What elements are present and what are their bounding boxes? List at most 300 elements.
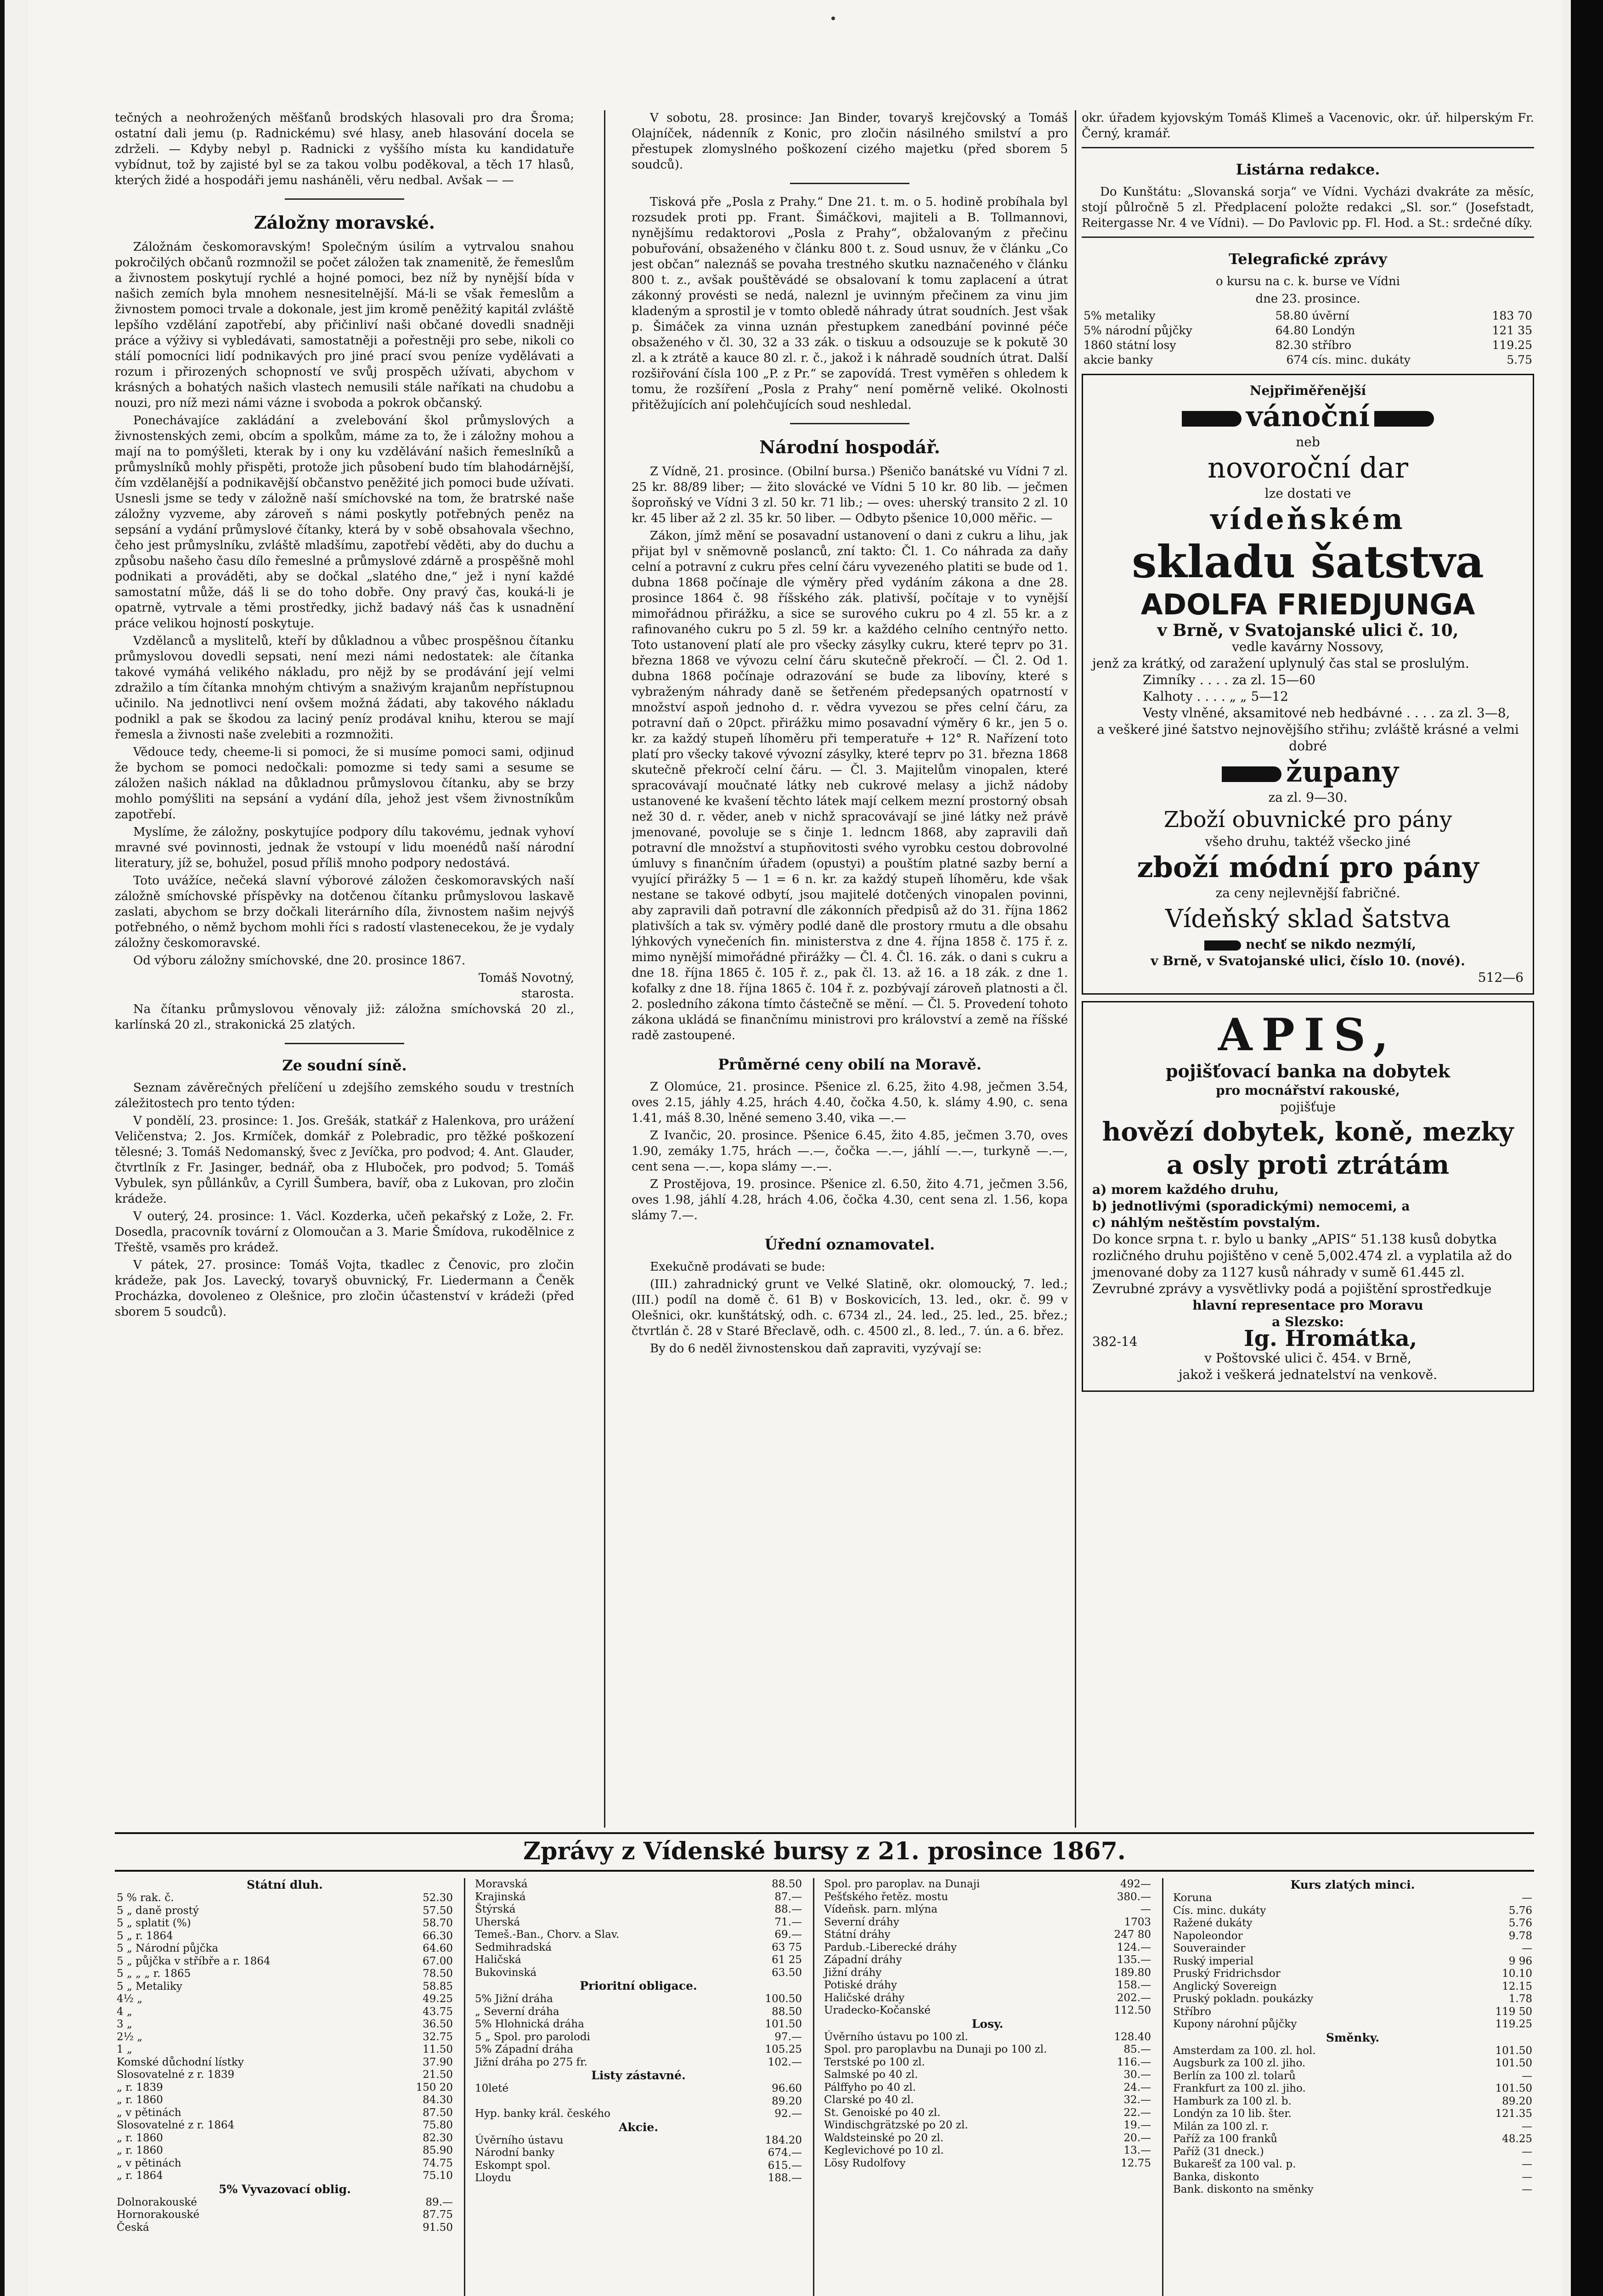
kurs-label: stříbro [1312,338,1352,352]
security-name: Severní dráhy [824,1916,899,1928]
security-name: Cís. minc. dukáty [1173,1904,1266,1917]
table-row [473,2043,804,2056]
security-price: 63 75 [772,1941,802,1953]
zalozny-signature-line: Od výboru záložny smíchovské, dne 20. prosince 1867. [133,954,466,968]
security-name: „ v pětinách [117,2106,181,2119]
listarna-heading: Listárna redakce. [1236,161,1380,178]
table-row [473,1954,804,1967]
table-row [1082,353,1534,367]
apis-headline: hovězí dobytek, koně, mezky a osly proti ztrátám [1102,1117,1514,1180]
table-row [473,2147,804,2160]
zalozny-paragraph: Myslíme, že záložny, poskytujíce podpory dílu takovému, jednak vyhoví mravné své povinnosti, jednak že vstoupí v lidu moenédů naší národní literatury, jíž se, bohužel, posud příliš mnoho podpory nedostává. [115,825,574,870]
table-row [1171,1917,1534,1930]
table-row [822,1979,1153,1992]
table-row [1171,2183,1534,2196]
ad-vedle: vedle kavárny Nossovy, [1232,639,1384,654]
section-rule [115,1832,1534,1834]
security-price: — [1522,2145,1532,2158]
table-row [115,2056,455,2069]
divider [1082,147,1534,148]
table-row [115,1968,455,1981]
security-price: 82.30 [423,2132,453,2144]
bursa-table [473,1878,804,1979]
security-price: 101.50 [1495,2082,1532,2094]
security-name: Uherská [475,1916,520,1928]
bursa-subheading: Směnky. [1326,2031,1380,2044]
table-row [822,1992,1153,2005]
zalozny-signature-name: Tomáš Novotný, [478,971,574,985]
security-name: Vídeňsk. parn. mlýna [824,1903,938,1915]
bursa-table [115,2196,455,2234]
ad-zupany-price: za zl. 9—30. [1268,790,1348,805]
security-name: 5% Hlohnická dráha [475,2018,584,2030]
table-row [1171,2095,1534,2108]
security-name: Frankfurt za 100 zl. jiho. [1173,2082,1306,2094]
apis-name-line [1092,1326,1524,1351]
table-row [115,2157,455,2170]
bursa-column-shares [822,1878,1153,2296]
uredni-paragraph: (III.) zahradnický grunt ve Velké Slatině, okr. olomoucký, 7. led.; (III.) podíl na domě č. 61 B) v Boskovicích, 13. led., okr. č. 99 v Olešnici, okr. kunštátský, odh. c. 6734 zl., 24. led., 25. led., 25. břez.; čtvrtlán č. 28 v Staré Břeclavě, odh. c. 4500 zl., 8. led., 7. ún. a 6. břez. [632,1277,1068,1338]
kurs-value: 5.75 [1507,353,1532,366]
zalozny-paragraph: Vědouce tedy, cheeme-li si pomoci, že si musíme pomoci sami, odjinud že bychom se pomoci nedočkali: pomozme si tedy sami a sesume se záložen našich náklad na důkladnou průmyslovou čítanku, aby se brzy mohlo pomýšliti na sepsání a vydání díla, jehož jest všem živnostníkům zapotřebí. [115,745,574,822]
table-row [473,2108,804,2121]
security-name: Spol. pro paroplavbu na Dunaji po 100 zl. [824,2043,1047,2055]
telegraf-heading: Telegrafické zprávy [1229,250,1387,268]
security-name: Kupony nárohní půjčky [1173,2018,1297,2030]
table-row [1171,2082,1534,2095]
security-price: 32.75 [423,2031,453,2043]
table-row [1082,338,1534,353]
column-2 [632,110,1068,1828]
bursa-column-bonds [473,1878,804,2296]
table-row [822,2056,1153,2069]
column-rule [1162,1878,1163,2296]
table-row [822,1903,1153,1916]
security-name: Souverainder [1173,1942,1246,1954]
security-price: 87.75 [423,2209,453,2221]
ad-address: v Brně, v Svatojanské ulici č. 10, [1157,621,1459,640]
divider [790,423,909,424]
bursa-subheading: Losy. [971,2017,1004,2031]
security-price: 188.— [768,2172,802,2184]
bursa-subheading: Listy zástavné. [591,2069,686,2082]
security-name: Windischgrätzské po 20 zl. [824,2119,968,2131]
zalozny-signature-title: starosta. [521,987,574,1001]
telegraf-date: dne 23. prosince. [1255,292,1360,306]
table-row [473,2134,804,2147]
ad-adolfa: ADOLFA FRIEDJUNGA [1140,588,1475,621]
prumerne-heading: Průměrné ceny obilí na Moravě. [718,1056,982,1073]
bursa-title: Zprávy z Vídenské bursy z 21. prosince 1867. [523,1837,1126,1865]
security-price: — [1522,2183,1532,2195]
security-price: 58.85 [423,1980,453,1992]
security-name: Bukovinská [475,1966,537,1979]
security-name: 5 „ Národní půjčka [117,1942,219,1954]
kurs-value: 82.30 [1275,338,1309,352]
table-row [115,2144,455,2157]
zalozny-paragraph: Toto uvážíce, nečeká slavní výborové záložen českomoravských naší záložně smíchovské příspěvky na dotčenou čítanku průmyslovou laskavě zaslati, abychom se brzy dočkali literárního díla, živnostem našim nejvýš potřebného, o němž bychom mohli říci s radostí vlastenecekou, že je vydaly záložny českomoravské. [115,874,574,950]
table-row [822,2004,1153,2017]
apis-paragraph: Zevrubné zprávy a vysvětlivky podá a pojištění sprostředkuje [1092,1281,1492,1296]
security-name: Dolnorakouské [117,2196,197,2208]
security-price: 19.— [1123,2119,1151,2131]
security-price: 12.15 [1502,1980,1532,1992]
ad-vseho: všeho druhu, taktéž všecko jiné [1205,834,1411,849]
ad-zupany: župany [1286,755,1399,788]
ad-price-line: Vesty vlněné, aksamitové neb hedbávné . . . . za zl. 3—8, [1143,705,1510,720]
security-price: 85.90 [423,2144,453,2156]
security-name: Paříž za 100 franků [1173,2133,1278,2145]
table-row [1171,2045,1534,2058]
table-row [822,2082,1153,2094]
apis-item: b) jednotlivými (sporadickými) nemocemi, a [1092,1199,1410,1214]
bursa-subheading: Prioritní obligace. [580,1979,697,1992]
security-price: 674.— [768,2147,802,2159]
table-row [473,2006,804,2019]
scan-left-edge [0,0,5,2296]
security-price: 150 20 [416,2081,453,2093]
table-row [115,1892,455,1905]
narodni-paragraph: Z Vídně, 21. prosince. (Obilní bursa.) Pšeničo banátské vu Vídni 7 zl. 25 kr. 88/89 liber; — žito slovácké ve Vídni 5 10 kr. 80 lib. — ječmen šoproňský ve Vídni 3 zl. 50 kr. 71 lib.; — oves: uherský transito 2 zl. 10 kr. 45 liber až 2 zl. 35 kr. 50 liber. — Odbyto pšenice 10,000 měřic. — [632,465,1068,525]
ad-code: 512—6 [1478,970,1524,985]
table-row [1171,2070,1534,2083]
pointing-hand-icon [1182,411,1242,427]
security-name [473,2095,739,2108]
security-name: „ r. 1860 [117,2094,163,2106]
security-price: 87.— [774,1891,802,1903]
soud-continuation: V sobotu, 28. prosince: Jan Binder, tovaryš krejčovský a Tomáš Olajníček, nádenník z Konic, pro zločin násilného smilství a pro přestupek zlomyslného poškození cizého majetku (před sborem 5 soudců). [632,111,1068,172]
kurs-value: 119.25 [1492,338,1532,352]
security-price: 57.50 [423,1904,453,1917]
security-price: 30.— [1123,2069,1151,2081]
security-name: Banka, diskonto [1173,2171,1259,2183]
ad-sklad: skladu šatstva [1132,536,1484,588]
soud-heading: Ze soudní síně. [282,1057,407,1074]
table-row [1171,1993,1534,2006]
ad-neb: neb [1296,434,1320,450]
security-name: Haličská [475,1954,521,1966]
column-rule [464,1878,465,2296]
security-price: 89.20 [772,2095,802,2107]
security-name: „ r. 1860 [117,2132,163,2144]
table-row [115,1917,455,1930]
security-price: 124.— [1117,1941,1151,1953]
security-price: 78.50 [423,1968,453,1980]
pointing-hand-icon [1204,940,1241,951]
security-name: St. Genoiské po 40 zl. [824,2106,941,2119]
security-price: 116.— [1117,2056,1151,2068]
security-price: 121.35 [1495,2108,1532,2120]
security-name: 5 „ „ „ r. 1865 [117,1968,191,1980]
security-name: Amsterdam za 100. zl. hol. [1173,2044,1316,2057]
soud-paragraph: V pondělí, 23. prosince: 1. Jos. Grešák, statkář z Halenkova, pro urážení Veličenstva; 2. Jos. Krmíček, domkář z Polebradic, pro těžké poškození tělesné; 3. Tomáš Nedomanský, švec z Jevíčka, pro podvod; 4. Ant. Glauder, čtvrtlník z Fr. Jasinger, bednář, oba z Hluboček, pro podvod; 5. Tomáš Vybulek, syn půllánkův, a Cyrill Šumbera, bavíř, oba z Lukovan, pro zločin krádeže. [115,1114,574,1206]
column-rule [1075,110,1076,1828]
security-name: Hornorakouské [117,2209,200,2221]
security-name: „ r. 1839 [117,2081,163,2093]
security-price: 91.50 [423,2221,453,2234]
table-row [115,2170,455,2183]
apis-code: 382-14 [1092,1334,1138,1349]
security-name: Temeš.-Ban., Chorv. a Slav. [475,1929,620,1941]
table-row [822,2043,1153,2056]
security-price: 89.20 [1502,2095,1532,2107]
table-row [1171,2133,1534,2146]
column-1 [115,110,574,1828]
bursa-column-coins [1171,1878,1534,2296]
security-name: Salmské po 40 zl. [824,2069,918,2081]
security-name: Úvěrního ústavu po 100 zl. [824,2031,968,2043]
table-row [822,2144,1153,2157]
listarna-paragraph: Do Kunštátu: „Slovanská sorja“ ve Vídni. Vycházi dvakráte za měsíc, stojí půlročně 5 zl. Předplacení položte redakci „Sl. sor.“ (Josefstadt, Reitergasse Nr. 4 ve Vídni). — Do Pavlovic pp. Fl. Hod. a St.: srdečné díky. [1082,185,1534,230]
security-price: 36.50 [423,2018,453,2030]
zalozny-paragraph: Záložnám českomoravským! Společným úsilím a vytrvalou snahou pokročilých občanů rozmnožil se počet záložen tak znamenitě, že řemeslům a živnostem poskytují rychlé a hojné pomoci, bez níž by nynější bída v našich zemích byla mnohem nesnesitelnější. Má-li se však řemeslům a živnostem pomoci trvale a dokonale, jest jim kromě peněžitý kapitál zvláště lepšího vzdělání zapotřebí, aby přičinliví naši občané dovedli snadněji práce a výživy si vybledávati, samostatněji a pořestněji pro sebe, nikoli co stálí pomocníci lidí podnikavých pro jiné prací svou peníze vydělávati a rozum i přirozených schopností ve svůj prospěch užívati, abychom v krásných a bohatých našich vlastech nemusili stále naříkati na chudobu a nouzi, pro níž mezi námi vázne i svoboda a pokrok občanský. [115,240,574,410]
security-name: Slosovatelné z r. 1864 [117,2119,235,2131]
security-price: 13.— [1123,2144,1151,2156]
apis-sub: pojišťuje [1280,1099,1336,1114]
security-price: 5.76 [1508,1904,1532,1917]
kurs-value: 121 35 [1492,324,1532,337]
security-name: Jižní dráha po 275 fr. [475,2056,587,2068]
table-row [473,1967,804,1980]
security-price: 101.50 [765,2018,802,2030]
divider [1082,236,1534,238]
table-row [1171,2057,1534,2070]
security-name: Berlín za 100 zl. tolarů [1173,2070,1296,2082]
security-name: Milán za 100 zl. r. [1173,2120,1269,2133]
security-name: 5 „ daně prostý [117,1904,199,1917]
security-name: Národní banky [475,2147,555,2159]
table-row [473,1993,804,2006]
table-row [822,1967,1153,1980]
security-name: Pruský Fridrichsdor [1173,1968,1281,1980]
security-name: Pálffyho po 40 zl. [824,2081,916,2093]
security-name: Terstské po 100 zl. [824,2056,925,2068]
ad-price-line: Kalhoty . . . . „ „ 5—12 [1143,689,1288,704]
security-name: 5% Jižní dráha [475,1993,553,2005]
column-rule [813,1878,814,2296]
table-row [473,2172,804,2185]
table-row [115,2107,455,2120]
security-price: 24.— [1123,2081,1151,2093]
security-price: — [1522,2171,1532,2183]
table-row [822,1891,1153,1904]
zalozny-paragraph: Vzdělanců a myslitelů, kteří by důkladnou a vůbec prospěšnou čítanku průmyslovou dovedli sepsati, není mezi námi nedostatek: ale čítanka takové vymáhá velikého nákladu, pro nějž by se prodávání její velmi zdražilo a tím čítanka mnohým chtivým a snaživým krajanům nepřístupnou učinilo. Na jednotlivci není ovšem možná žádati, aby takového nákladu podnikl a pak se škodou za laciný peníz prodával knihu, kterou se mají řemesla a živnosti naše zvelebiti a rozmnožiti. [115,634,574,742]
security-name: Haličské dráhy [824,1992,905,2004]
kurs-label: Londýn [1312,324,1355,337]
table-row [1171,1981,1534,1993]
table-row [115,2069,455,2082]
table-row [115,1981,455,1993]
security-price: 10.10 [1502,1968,1532,1980]
table-row [1171,2146,1534,2159]
ad-novorocni: novoroční dar [1207,451,1409,484]
table-row [473,2031,804,2044]
kurs-table [1082,309,1534,367]
table-row [822,2157,1153,2170]
security-name: Sedmihradská [475,1941,552,1953]
zalozny-note: Na čítanku průmyslovou věnovaly již: záložna smíchovská 20 zl., karlínská 20 zl., strakonická 25 zlatých. [115,1002,574,1032]
bursa-table [1171,2045,1534,2196]
ad-sklad2: Vídeňský sklad šatstva [1165,904,1451,933]
security-price: 247 80 [1114,1929,1151,1941]
security-name: 4½ „ [117,1993,143,2005]
uredni-paragraph: By do 6 neděl živnostenskou daň zapraviti, vyzývají se: [650,1342,982,1356]
ad-modni: zboží módní pro pány [1137,850,1479,884]
security-name: Moravská [475,1878,528,1890]
table-row [115,2031,455,2044]
table-row [115,1905,455,1918]
column-rule [604,110,605,1828]
security-name: 5 % rak. č. [117,1892,174,1904]
zalozny-heading: Záložny moravské. [254,212,435,233]
posla-article: Tisková pře „Posla z Prahy.“ Dne 21. t. m. o 5. hodině probíhala byl rozsudek proti pp. Frant. Šimáčkovi, majiteli a B. Tollmannovi, nynějšímu redaktorovi „Posla z Prahy“, obžalovaným z přečinu pobuřování, obsaženého v článku 800 t. z. Soud usnuv, že v článku „Co jest občan“ naleznáš se povaha trestného skutku naznačeného v článku 800 t. z., avšak pouštěvádé se obsalovaní k tomu zaplacení a útrat zákonný provésti se nedá, naleznl je uvinným přečinem za vinu jim kladeným a sprostil je v tomto obledě náhrady útrat soudních. Jest však p. Šimáček za vinna uznán přestupkem zanedbání povinné péče obsaženého v čl. 30, 32 a 33 zák. o tiskuu a odsouzuje se k pokutě 30 zl. a k ztrátě a kauce 80 zl. r. č., jakož i k náhradě soudních útrat. Další rozšiřování čísla 100 „P. z Pr.“ se zapovídá. Trest vyměřen s ohledem k tomu, že rozšíření „Posla z Prahy“ není poměrně veliké. Okolnosti přitěžujících aní polehčujících soud neshledal. [632,195,1068,412]
security-price: 88.50 [772,2005,802,2018]
security-name: Keglevichové po 10 zl. [824,2144,944,2156]
registration-mark [831,17,835,20]
security-price: 20.— [1123,2132,1151,2144]
security-price: — [1522,1942,1532,1954]
security-name: 4 „ [117,2005,132,2018]
table-row [115,2082,455,2094]
ad-ceny: za ceny nejlevnější fabričné. [1215,885,1400,900]
table-row [115,1930,455,1943]
table-row [473,1878,804,1891]
security-name: 5 „ splatit (%) [117,1917,191,1929]
table-row [473,1903,804,1916]
table-row [115,2132,455,2145]
security-name: „ r. 1860 [117,2144,163,2156]
divider [790,183,909,184]
security-price: 202.— [1117,1992,1151,2004]
security-name: Krajinská [475,1891,526,1903]
table-row [115,2196,455,2209]
table-row [1171,2006,1534,2019]
ad-intro: jenž za krátký, od zaražení uplynulý čas stal se proslulým. [1092,656,1469,671]
table-row [115,2222,455,2234]
security-name: 5 „ r. 1864 [117,1930,173,1942]
security-price: 22.— [1123,2106,1151,2119]
kurs-label: akcie banky [1084,353,1153,366]
apis-rep: hlavní representace pro Moravu [1192,1298,1423,1313]
security-name: Bukarešť za 100 val. p. [1173,2158,1296,2170]
kurs-label: cís. minc. dukáty [1312,353,1411,366]
prumerne-paragraph: Z Olomúce, 21. prosince. Pšenice zl. 6.25, žito 4.98, ječmen 3.54, oves 2.15, jáhly 4.25, hrách 4.40, čočka 4.50, k. slámy 4.90, c. sena 1.41, máš 8.30, lněné semeno 3.40, vika —.— [632,1080,1068,1125]
kurs-label: 5% národní půjčky [1084,324,1192,337]
bursa-heading: Kurs zlatých minci. [1290,1878,1415,1891]
security-name: Ruský imperial [1173,1955,1254,1967]
bursa-subheading: 5% Vyvazovací oblig. [219,2182,351,2196]
security-price: 49.25 [423,1993,453,2005]
security-price: — [1522,1892,1532,1904]
bursa-subheading: Akcie. [618,2120,659,2134]
pointing-hand-icon [1374,411,1434,427]
security-price: 48.25 [1502,2133,1532,2145]
table-row [473,1941,804,1954]
prumerne-paragraph: Z Ivančic, 20. prosince. Pšenice 6.45, žito 4.85, ječmen 3.70, oves 1.90, zemáky 1.75, hrách —.—, čočka —.—, jáhlí —.—, turkyně —.—, cent sena —.—, kopa slámy —.—. [632,1129,1068,1174]
bursa-table [822,2031,1153,2170]
ad-vanocni: vánoční [1246,400,1370,433]
security-name: 5 „ Metaliky [117,1980,182,1992]
security-name: Lösy Rudolfovy [824,2157,906,2169]
security-name: Bank. diskonto na směnky [1173,2183,1314,2195]
security-name: Koruna [1173,1892,1212,1904]
table-row [1171,2171,1534,2184]
table-row [1082,309,1534,323]
ad-necht: nechť se nikdo nezmýlí, [1246,937,1416,952]
security-name: Londýn za 10 lib. šter. [1173,2108,1292,2120]
security-price: 85.— [1123,2043,1151,2055]
table-row [1171,2121,1534,2133]
table-row [822,2119,1153,2132]
zalozny-paragraph: Ponechávajíce zakládání a zvelebování škol průmyslových a živnostenských zemi, obcím a spolkům, máme za to, že i záložny mohou a mají na to pomýšleti, kterak by i ony ku vzdělávání našich řemeslníků a průmyslníků mohly přispěti, protože jich působení budo tím blahodárnější, čím vzdělanější a podnikavější občanstvo peněžité jich pomoci bude užívati. Usnesli jsme se tedy v záložně naší smíchovské na tom, že bratrské naše záložny vyzveme, aby zároveň s námi poskytly potřebných peněz na sepsání a vydání průmyslové čítanky, která by v sobě obsahovala všechno, čeho jest průmyslníku, zvláště mladšímu, zapotřebí věděti, aby do duchu a způsobu našeho času dílo řemeslné a průmyslové zdárně a prospěšně mohl podnikati a prováděti, aby se dočkal „slatého dne,“ jež i nyní každé samostatní může, dáš li se do toho dobře. Ony pravý čas, kouká-li je opatrně, vytrvale a těmi prostředky, jichž badavý náš čas k usnadnění práce velikou hojností poskytuje. [115,414,574,630]
uredni-continuation: okr. úřadem kyjovským Tomáš Klimeš a Vacenovic, okr. úř. hilperským Fr. Černý, kramář. [1082,111,1534,141]
friedjung-advertisement [1082,374,1534,995]
table-row [822,2132,1153,2145]
security-price: 71.— [774,1916,802,1928]
section-rule [115,1870,1534,1872]
ad-zupany-line [1092,754,1524,789]
apis-sub: pojišťovací banka na dobytek [1165,1061,1450,1081]
security-price: 96.60 [772,2082,802,2094]
bursa-table [473,2082,804,2121]
kurs-value: 64.80 [1275,324,1309,337]
security-price: 615.— [768,2159,802,2172]
table-row [115,2043,455,2056]
security-price: — [1522,2070,1532,2082]
security-price: 12.75 [1121,2157,1151,2169]
table-row [822,2031,1153,2044]
soud-paragraph: V outerý, 24. prosince: 1. Václ. Kozderka, učeň pekařský z Lože, 2. Fr. Dosedla, pracovník tovární z Olomoučan a 3. Marie Šmídova, rukodělnice z Třeště, vsaměs pro krádež. [115,1210,574,1255]
security-name: Uradecko-Kočanské [824,2004,931,2016]
kurs-label: úvěrní [1312,309,1349,322]
soud-intro: Seznam závěrečných přelíčení u zdejšího zemského soudu v trestních záležitostech pro tento týden: [115,1081,574,1110]
telegraf-subheading: o kursu na c. k. burse ve Vídni [1215,275,1400,288]
apis-sub: pro mocnářství rakouské, [1216,1083,1400,1098]
table-row [115,2018,455,2031]
table-row [473,2082,804,2095]
apis-address: jakož i veškerá jednatelství na venkově. [1178,1367,1438,1382]
apis-advertisement [1082,1001,1534,1392]
security-price: 119.25 [1495,2018,1532,2030]
security-name: Západní dráhy [824,1954,902,1966]
kurs-value: 58.80 [1275,309,1309,322]
table-row [115,1942,455,1955]
security-price: 75.80 [423,2119,453,2131]
table-row [822,2107,1153,2120]
column-3 [1082,110,1534,1828]
prumerne-paragraph: Z Prostějova, 19. prosince. Pšenice zl. 6.50, žito 4.71, ječmen 3.56, oves 1.98, jáhlí 4.28, hrách 4.06, čočka 4.30, cent sena zl. 1.56, kopa slámy 7.—. [632,1177,1068,1222]
security-name: Anglický Sovereign [1173,1980,1277,1992]
security-price: 75.10 [423,2170,453,2182]
table-row [1171,2158,1534,2171]
security-price: 52.30 [423,1892,453,1904]
table-row [1171,2018,1534,2031]
security-price: 135.— [1117,1954,1151,1966]
security-price: 88.50 [772,1878,802,1890]
security-name: „ Severní dráha [475,2005,559,2018]
security-name: Lloydu [475,2172,512,2184]
security-price: 87.50 [423,2106,453,2119]
security-name: 1 „ [117,2043,132,2055]
security-name: Státní dráhy [824,1929,891,1941]
apis-address: v Poštovské ulici č. 454. v Brně, [1204,1351,1411,1366]
security-name: „ r. 1864 [117,2170,163,2182]
security-name: Česká [117,2221,149,2234]
security-name: Komské důchodní lístky [117,2056,244,2068]
ad-videnskem: vídeňském [1210,502,1405,536]
security-name: 5 „ půjčka v stříbře a r. 1864 [117,1955,271,1967]
kurs-value: 183 70 [1492,309,1532,322]
